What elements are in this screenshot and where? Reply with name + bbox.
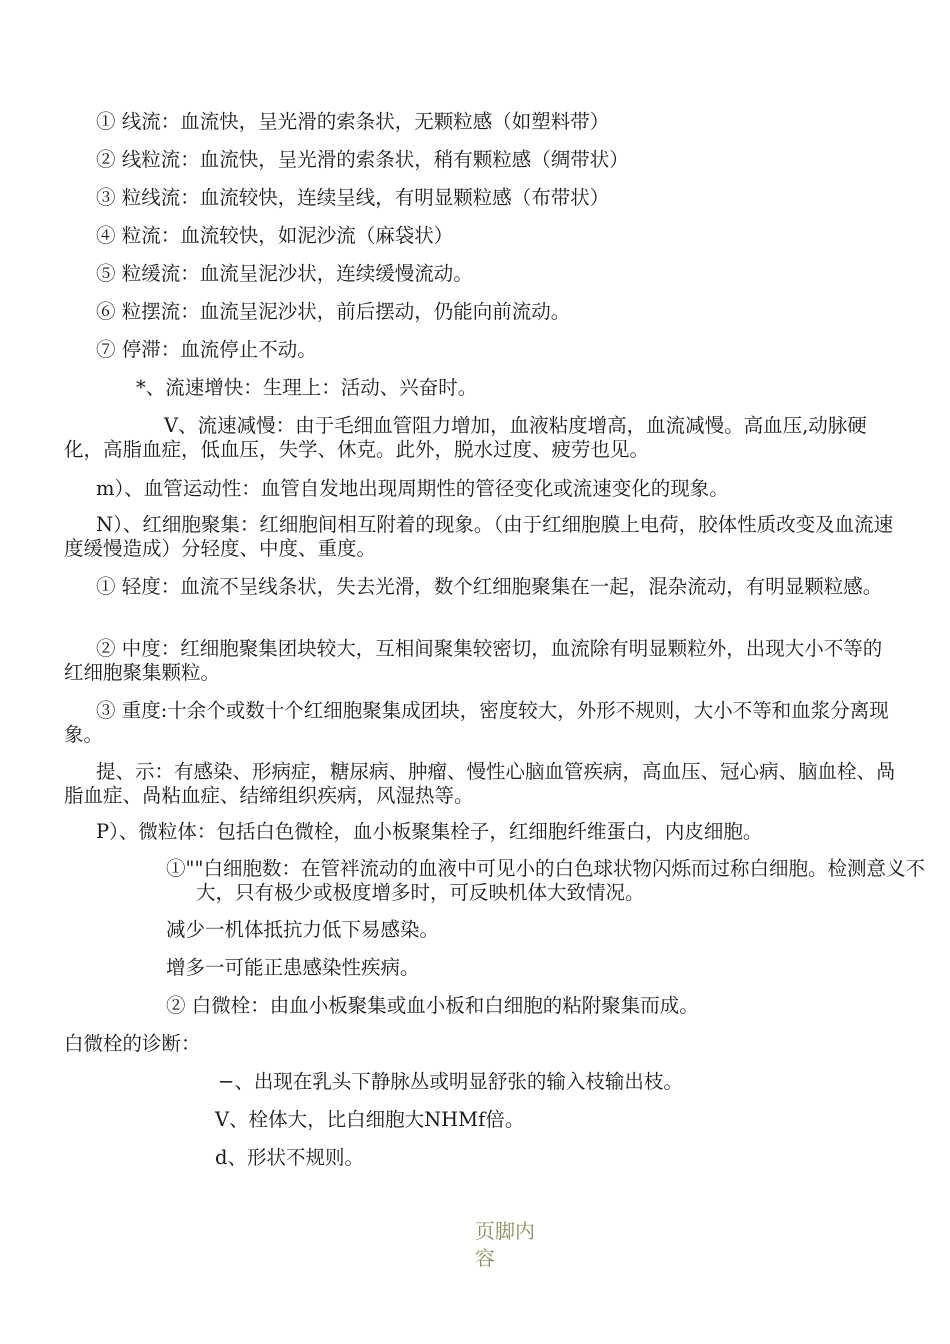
flow-item-3: ③ 粒线流：血流较快，连续呈线，有明显颗粒感（布带状）	[96, 186, 610, 209]
diagnosis-item-3: d、形状不规则。	[215, 1146, 364, 1169]
decrease-text: 减少一机体抵抗力低下易感染。	[166, 918, 440, 941]
diagnosis-item-2: V、栓体大，比白细胞大NHMf倍。	[215, 1108, 525, 1131]
diagnosis-item-1: −、出现在乳头下静脉丛或明显舒张的输入枝输出枝。	[218, 1070, 683, 1093]
mild-paragraph: ① 轻度：血流不呈线条状，失去光滑，数个红细胞聚集在一起，混杂流动，有明显颗粒感。	[96, 575, 883, 598]
flow-item-6: ⑥ 粒摆流：血流呈泥沙状，前后摆动，仍能向前流动。	[96, 300, 571, 323]
vasomotion-text: m）、血管运动性：血管自发地出现周期性的管径变化或流速变化的现象。	[96, 477, 729, 500]
aggregation-paragraph: N）、红细胞聚集：红细胞间相互附着的现象。（由于红细胞膜上电荷，胶体性质改变及血流速度缓慢造成）分轻度、中度、重度。	[64, 513, 894, 560]
flow-item-4: ④ 粒流：血流较快，如泥沙流（麻袋状）	[96, 224, 454, 247]
flow-item-1: ① 线流：血流快，呈光滑的索条状，无颗粒感（如塑料带）	[96, 110, 610, 133]
flow-item-5: ⑤ 粒缓流：血流呈泥沙状，连续缓慢流动。	[96, 262, 473, 285]
slow-down-paragraph: V、流速减慢：由于毛细血管阻力增加，血液粘度增高，血流减慢。高血压,动脉硬化，高脂血症，低血压，失学、休克。此外，脱水过度、疲劳也见。	[64, 414, 867, 461]
flow-item-2: ② 线粒流：血流快，呈光滑的索条状，稍有颗粒感（绸带状）	[96, 148, 629, 171]
page-footer: 页脚内容	[475, 1219, 535, 1270]
flow-item-7: ⑦ 停滞：血流停止不动。	[96, 338, 317, 361]
hint-paragraph: 提、示：有感染、形病症，糖尿病、肿瘤、慢性心脑血管疾病，高血压、冠心病、脑血栓、咼脂血症、咼粘血症、结缔组织疾病，风湿热等。	[64, 760, 896, 807]
severe-paragraph: ③ 重度:十余个或数十个红细胞聚集成团块，密度较大，外形不规则，大小不等和血浆分离现象。	[64, 699, 889, 746]
microparticle-text: P）、微粒体：包括白色微栓，血小板聚集栓子，红细胞纤维蛋白，内皮细胞。	[96, 820, 763, 843]
increase-text: 增多一可能正患感染性疾病。	[166, 956, 420, 979]
diagnosis-title: 白微栓的诊断：	[64, 1032, 201, 1055]
speed-up-text: *、流速增快：生理上：活动、兴奋时。	[136, 376, 478, 399]
white-thrombus-text: ② 白微栓：由血小板聚集或血小板和白细胞的粘附聚集而成。	[166, 994, 699, 1017]
wbc-count-paragraph: ①""白细胞数：在管袢流动的血液中可见小的白色球状物闪烁而过称白细胞。检测意义不大，只有极少或极度增多时，可反映机体大致情况。	[166, 857, 925, 904]
moderate-paragraph: ② 中度：红细胞聚集团块较大，互相间聚集较密切，血流除有明显颗粒外，出现大小不等的红细胞聚集颗粒。	[64, 637, 883, 684]
